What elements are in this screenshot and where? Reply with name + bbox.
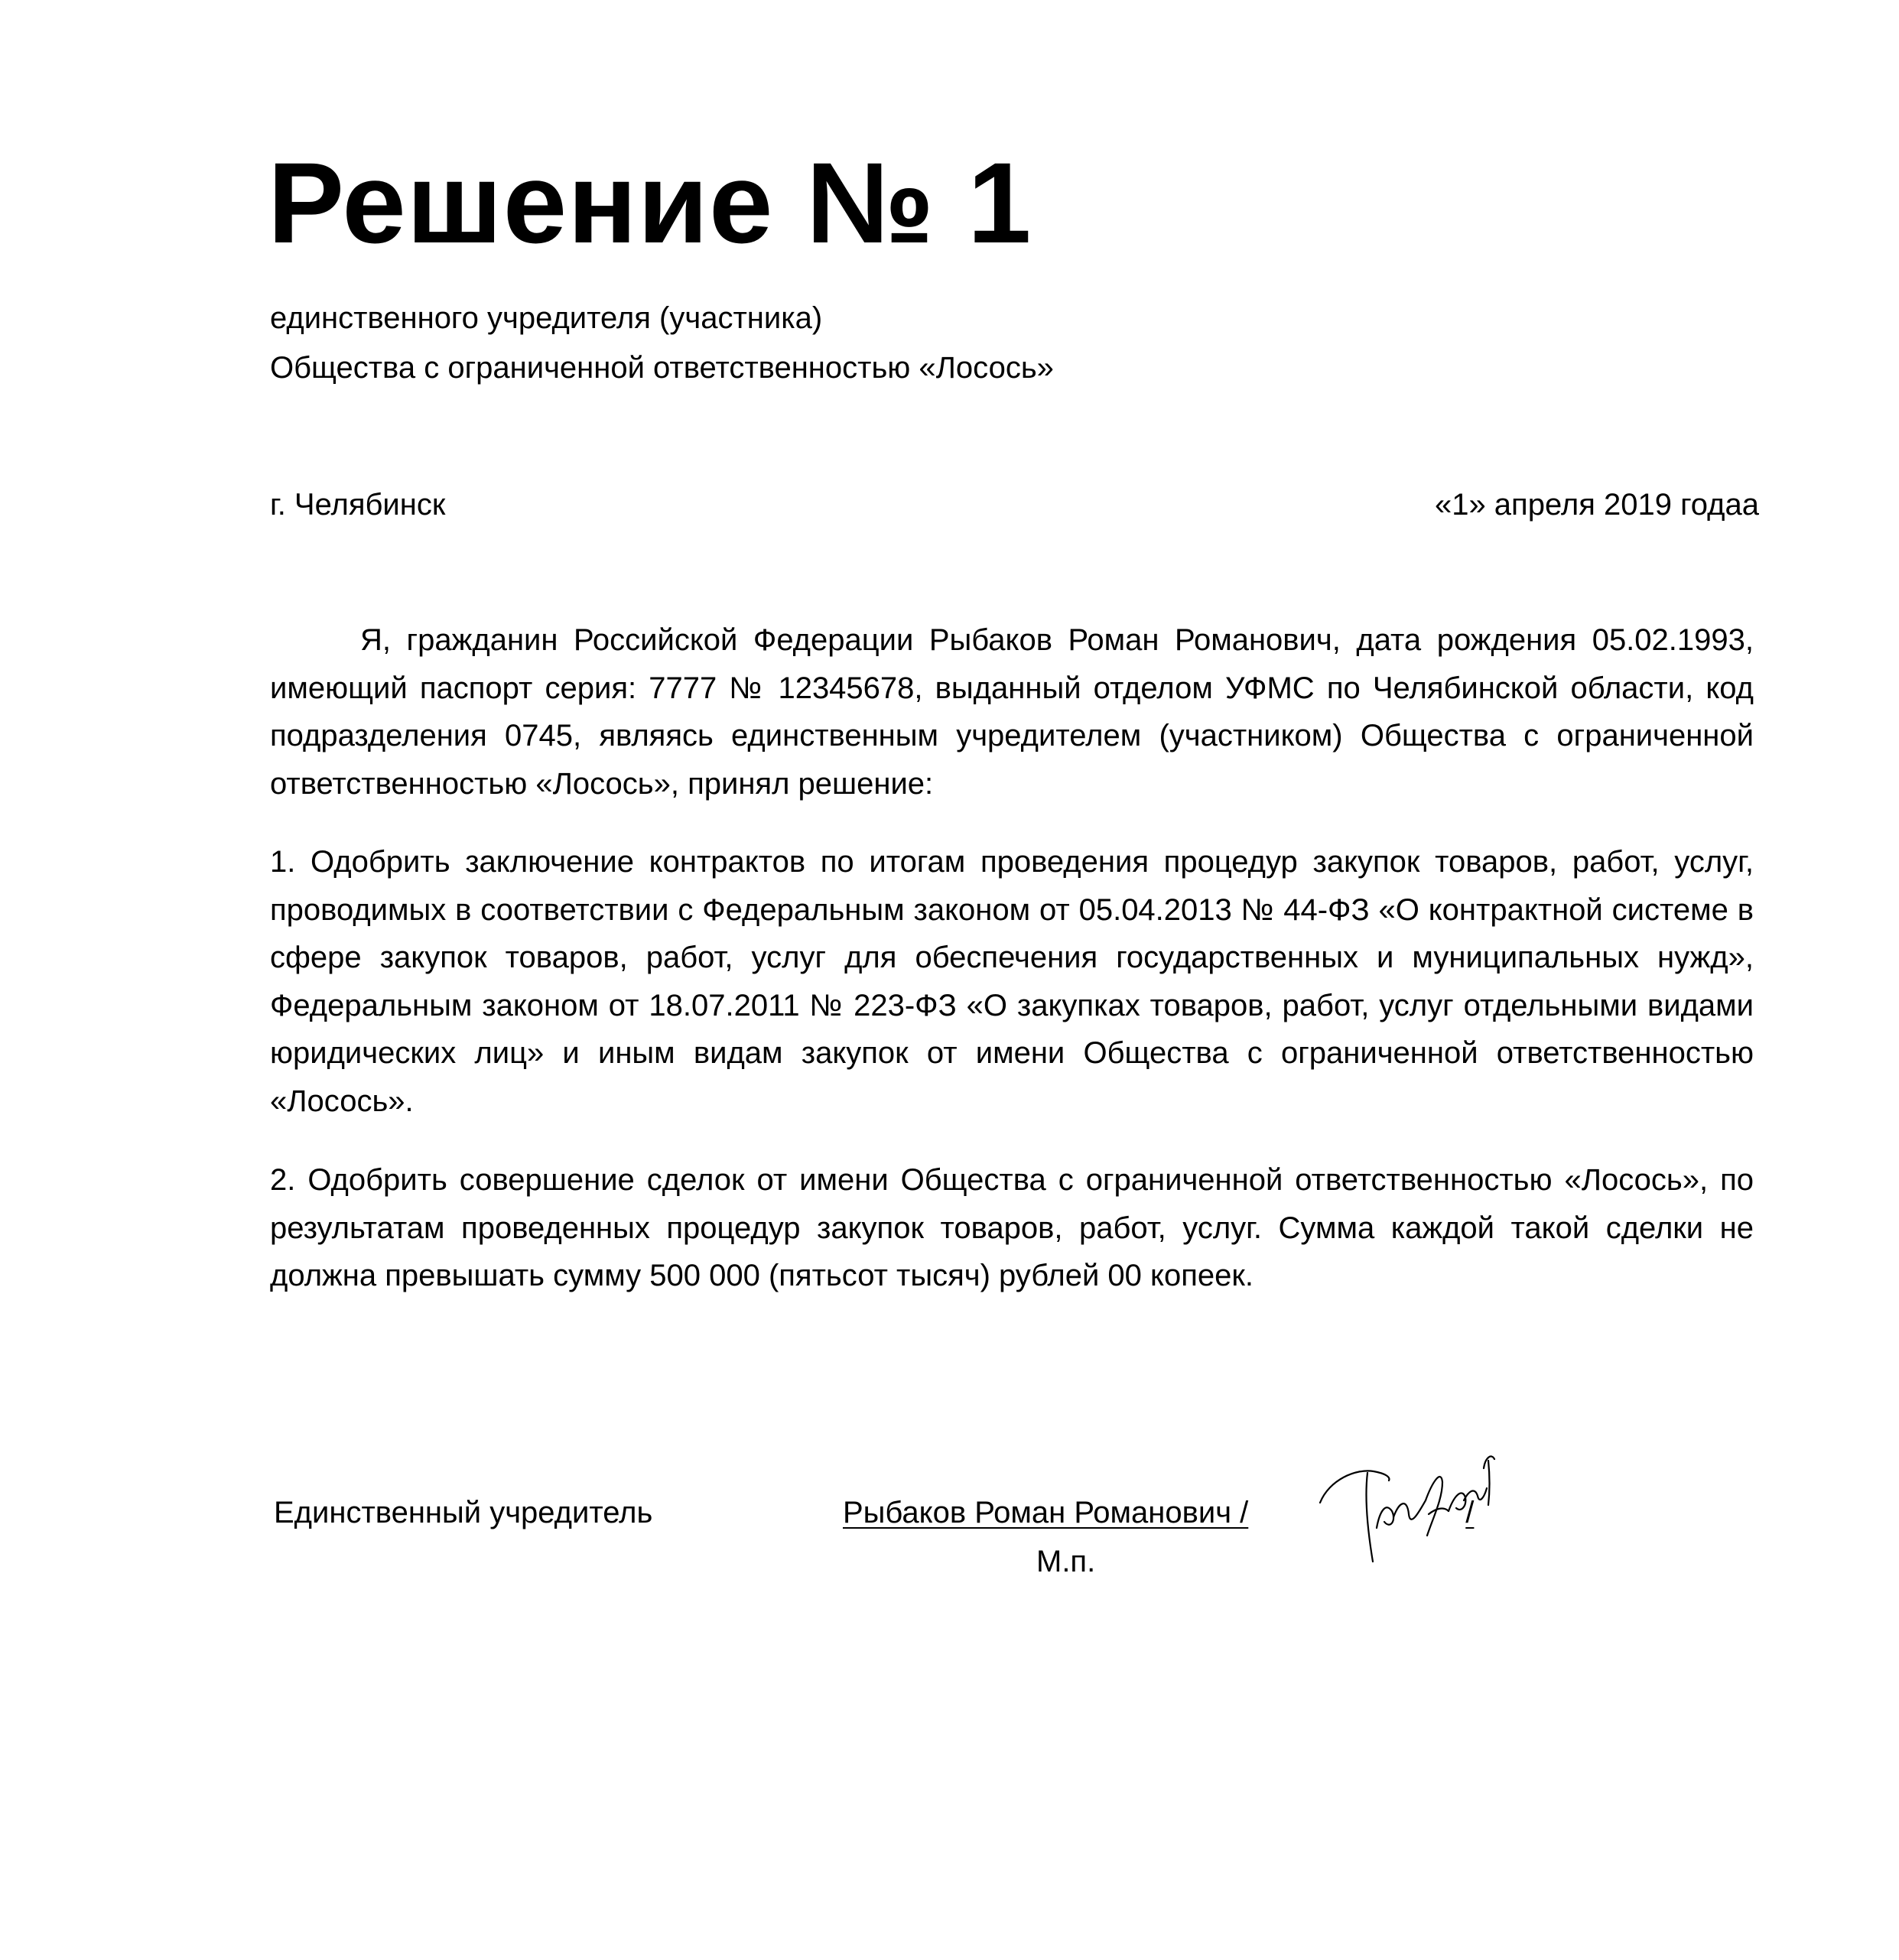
document-date: «1» апреля 2019 годаа — [1434, 488, 1759, 522]
signature-closing-slash: / — [1465, 1496, 1475, 1529]
subtitle-line-2: Общества с ограниченной ответственностью «Лосось» — [270, 351, 1054, 385]
decision-item-2: 2. Одобрить совершение сделок от имени Общества с ограниченной ответственностью «Лосось», по результатам проведенных процедур закупок товаров, работ, услуг. Сумма каждой такой сделки не должна превышать сумму 500 000 (пятьсот тысяч) рублей 00 копеек. — [270, 1163, 1754, 1292]
handwritten-signature — [1314, 1438, 1513, 1568]
document-title: Решение № 1 — [268, 138, 1032, 267]
signatory-role: Единственный учредитель — [274, 1496, 653, 1529]
signatory-name: Рыбаков Роман Романович / — [843, 1496, 1249, 1529]
stamp-place: М.п. — [1036, 1545, 1096, 1578]
intro-paragraph: Я, гражданин Российской Федерации Рыбаков Роман Романович, дата рождения 05.02.1993, имеющий паспорт серия: 7777 № 12345678, выданный отделом УФМС по Челябинской области, код подразделения 0745, являясь единственным учредителем (участником) Общества с ограниченной ответственностью «Лосось», принял решение: — [270, 623, 1754, 801]
decision-item-1: 1. Одобрить заключение контрактов по итогам проведения процедур закупок товаров, работ, услуг, проводимых в соответствии с Федеральным законом от 05.04.2013 № 44-ФЗ «О контрактной системе в сфере закупок товаров, работ, услуг для обеспечения государственных и муниципальных нужд», Федеральным законом от 18.07.2011 № 223-ФЗ «О закупках товаров, работ, услуг отдельными видами юридических лиц» и иным видам закупок от имени Общества с ограниченной ответственностью «Лосось». — [270, 845, 1754, 1118]
document-place: г. Челябинск — [270, 488, 446, 522]
subtitle-line-1: единственного учредителя (участника) — [270, 301, 823, 335]
